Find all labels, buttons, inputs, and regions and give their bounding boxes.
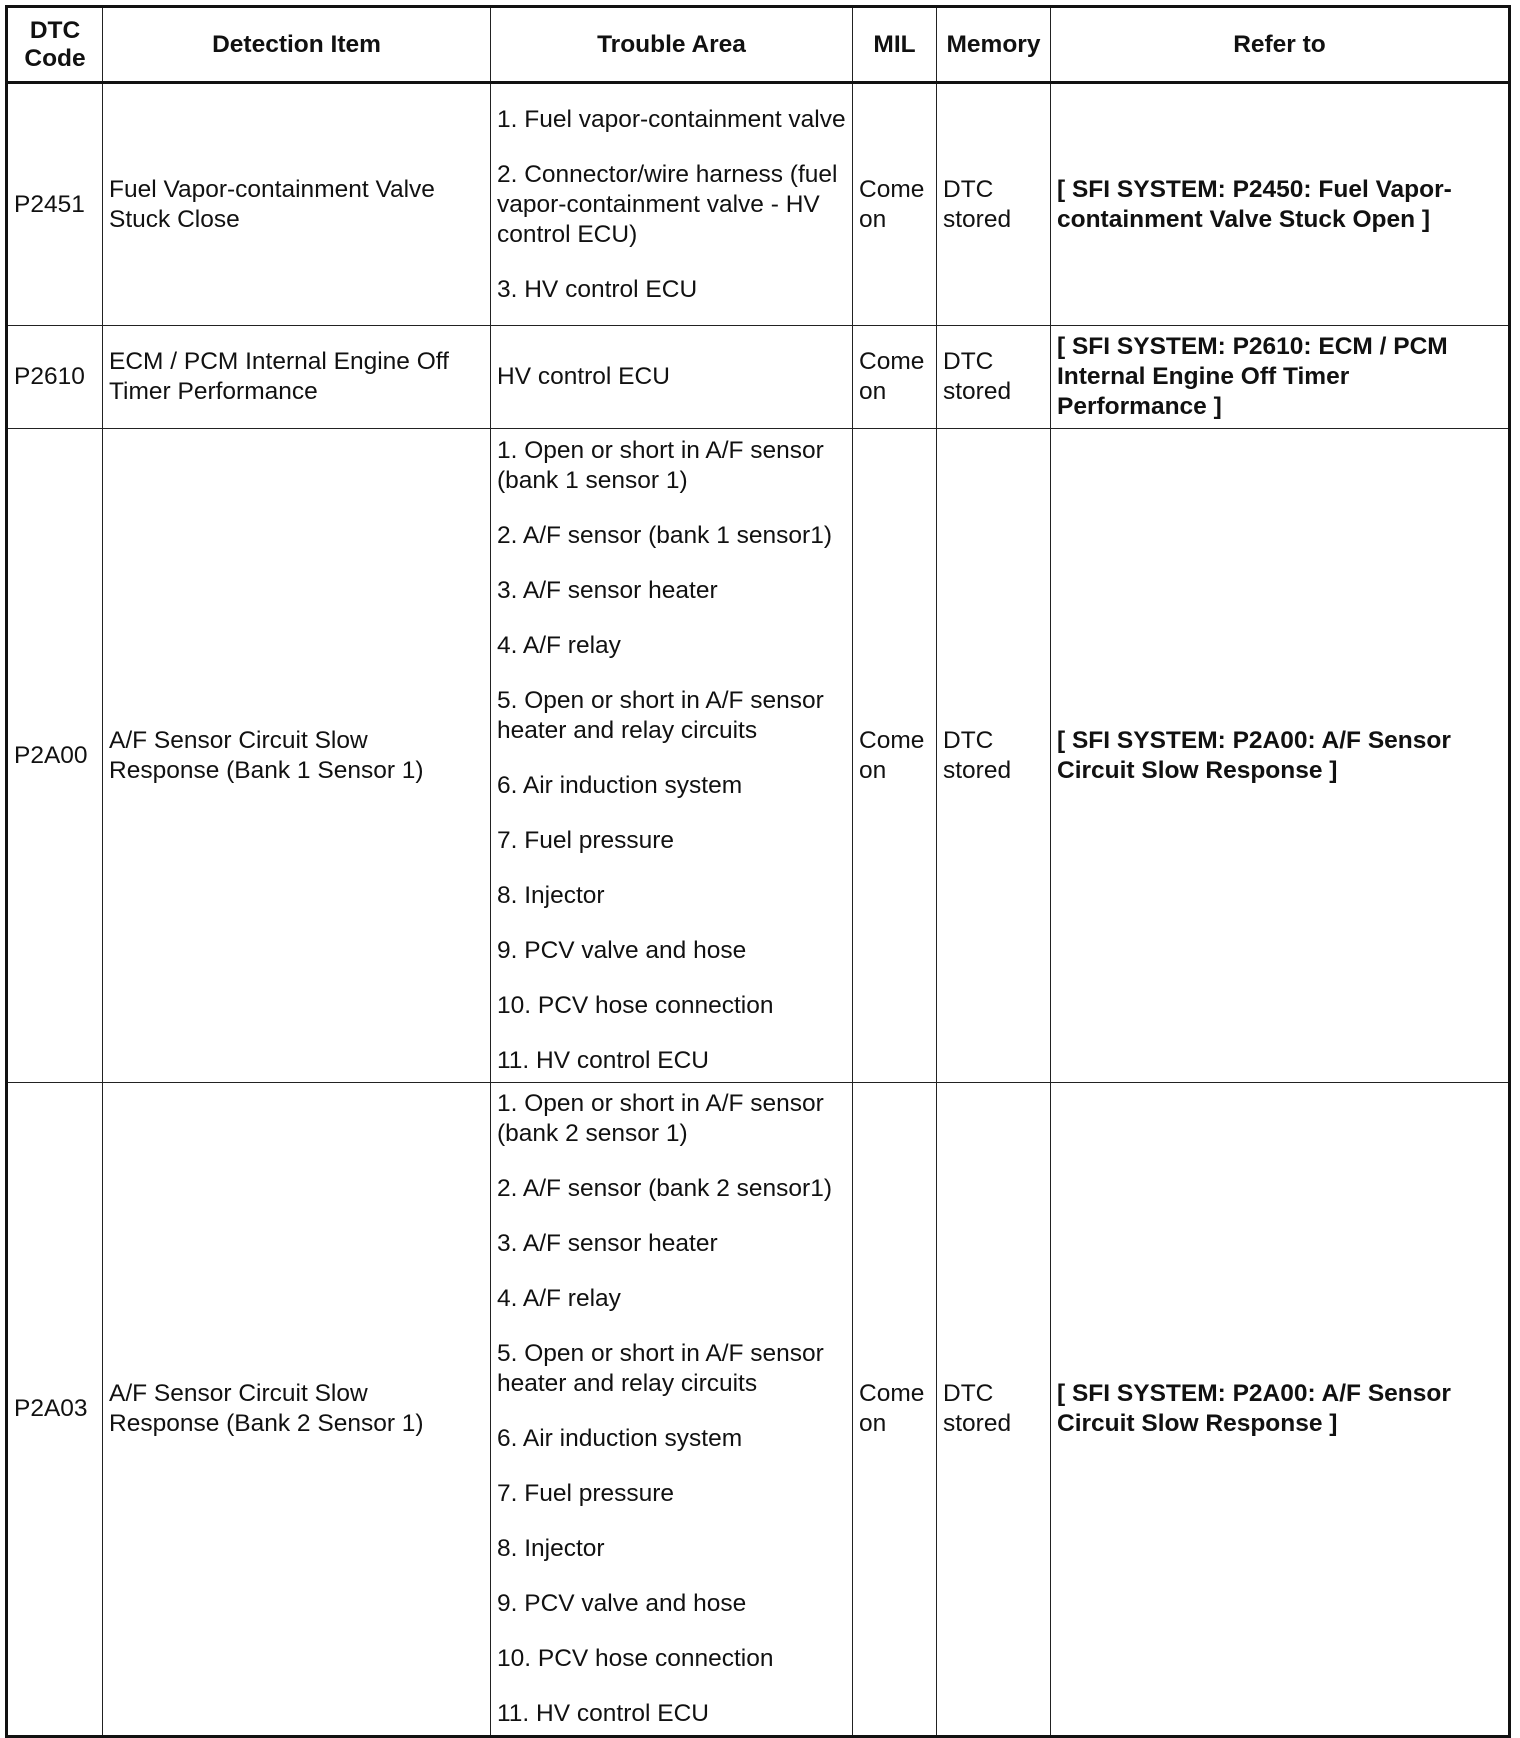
trouble-area-item: 1. Open or short in A/F sensor (bank 2 sensor 1) <box>497 1090 824 1147</box>
mil-cell: Come on <box>853 83 937 326</box>
header-mil: MIL <box>853 7 937 83</box>
header-detection-item: Detection Item <box>103 7 491 83</box>
detection-item-cell: A/F Sensor Circuit Slow Response (Bank 2 Sensor 1) <box>103 1083 491 1737</box>
trouble-area-item: 10. PCV hose connection <box>497 1645 774 1672</box>
trouble-area-item: HV control ECU <box>497 363 670 390</box>
dtc-code-cell: P2A00 <box>7 429 103 1083</box>
trouble-area-item: 3. A/F sensor heater <box>497 1230 718 1257</box>
trouble-area-item: 6. Air induction system <box>497 771 743 799</box>
trouble-area-item: 9. PCV valve and hose <box>497 1590 747 1617</box>
table-row <box>7 429 1510 1083</box>
detection-item-cell: Fuel Vapor-containment Valve Stuck Close <box>103 83 491 326</box>
table-row <box>7 83 1510 326</box>
header-trouble-area: Trouble Area <box>491 7 853 83</box>
mil-cell: Come on <box>853 1083 937 1737</box>
trouble-area-item: 3. HV control ECU <box>497 275 698 303</box>
memory-cell: DTC stored <box>937 326 1051 429</box>
memory-cell: DTC stored <box>937 1083 1051 1737</box>
trouble-area-cell <box>491 429 853 1083</box>
trouble-area-item: 5. Open or short in A/F sensor heater and relay circuits <box>497 686 824 744</box>
trouble-area-item: 5. Open or short in A/F sensor heater and relay circuits <box>497 1340 824 1397</box>
trouble-area-item: 8. Injector <box>497 1535 605 1562</box>
trouble-area-item: 4. A/F relay <box>497 1285 621 1312</box>
detection-item-cell: ECM / PCM Internal Engine Off Timer Performance <box>103 326 491 429</box>
trouble-area-cell <box>491 83 853 326</box>
header-memory: Memory <box>937 7 1051 83</box>
refer-to-link[interactable]: [ SFI SYSTEM: P2A00: A/F Sensor Circuit Slow Response ] <box>1051 1083 1510 1737</box>
trouble-area-item: 10. PCV hose connection <box>497 991 774 1019</box>
refer-to-link[interactable]: [ SFI SYSTEM: P2A00: A/F Sensor Circuit Slow Response ] <box>1051 429 1510 1083</box>
header-dtc-code: DTC Code <box>7 7 103 83</box>
header-refer-to: Refer to <box>1051 7 1510 83</box>
trouble-area-cell <box>491 326 853 429</box>
trouble-area-item: 11. HV control ECU <box>497 1046 709 1074</box>
table-body <box>7 83 1510 1737</box>
memory-cell: DTC stored <box>937 83 1051 326</box>
table-row <box>7 1083 1510 1737</box>
trouble-area-item: 2. A/F sensor (bank 1 sensor1) <box>497 521 832 549</box>
dtc-table <box>5 5 1511 1738</box>
mil-cell: Come on <box>853 326 937 429</box>
refer-to-link[interactable]: [ SFI SYSTEM: P2610: ECM / PCM Internal Engine Off Timer Performance ] <box>1051 326 1510 429</box>
dtc-code-cell: P2A03 <box>7 1083 103 1737</box>
dtc-code-cell: P2451 <box>7 83 103 326</box>
dtc-code-cell: P2610 <box>7 326 103 429</box>
trouble-area-item: 1. Fuel vapor-containment valve <box>497 105 846 133</box>
trouble-area-item: 8. Injector <box>497 881 605 909</box>
trouble-area-item: 9. PCV valve and hose <box>497 936 747 964</box>
trouble-area-item: 2. A/F sensor (bank 2 sensor1) <box>497 1175 832 1202</box>
trouble-area-item: 11. HV control ECU <box>497 1700 709 1727</box>
header-row <box>7 7 1510 83</box>
trouble-area-item: 4. A/F relay <box>497 631 621 659</box>
trouble-area-cell <box>491 1083 853 1737</box>
trouble-area-item: 7. Fuel pressure <box>497 826 675 854</box>
trouble-area-item: 6. Air induction system <box>497 1425 743 1452</box>
table-header <box>7 7 1510 83</box>
trouble-area-item: 2. Connector/wire harness (fuel vapor-containment valve - HV control ECU) <box>497 160 838 248</box>
table-row <box>7 326 1510 429</box>
trouble-area-item: 1. Open or short in A/F sensor (bank 1 sensor 1) <box>497 436 824 494</box>
trouble-area-item: 3. A/F sensor heater <box>497 576 718 604</box>
trouble-area-item: 7. Fuel pressure <box>497 1480 675 1507</box>
memory-cell: DTC stored <box>937 429 1051 1083</box>
refer-to-link[interactable]: [ SFI SYSTEM: P2450: Fuel Vapor-containment Valve Stuck Open ] <box>1051 83 1510 326</box>
detection-item-cell: A/F Sensor Circuit Slow Response (Bank 1 Sensor 1) <box>103 429 491 1083</box>
mil-cell: Come on <box>853 429 937 1083</box>
